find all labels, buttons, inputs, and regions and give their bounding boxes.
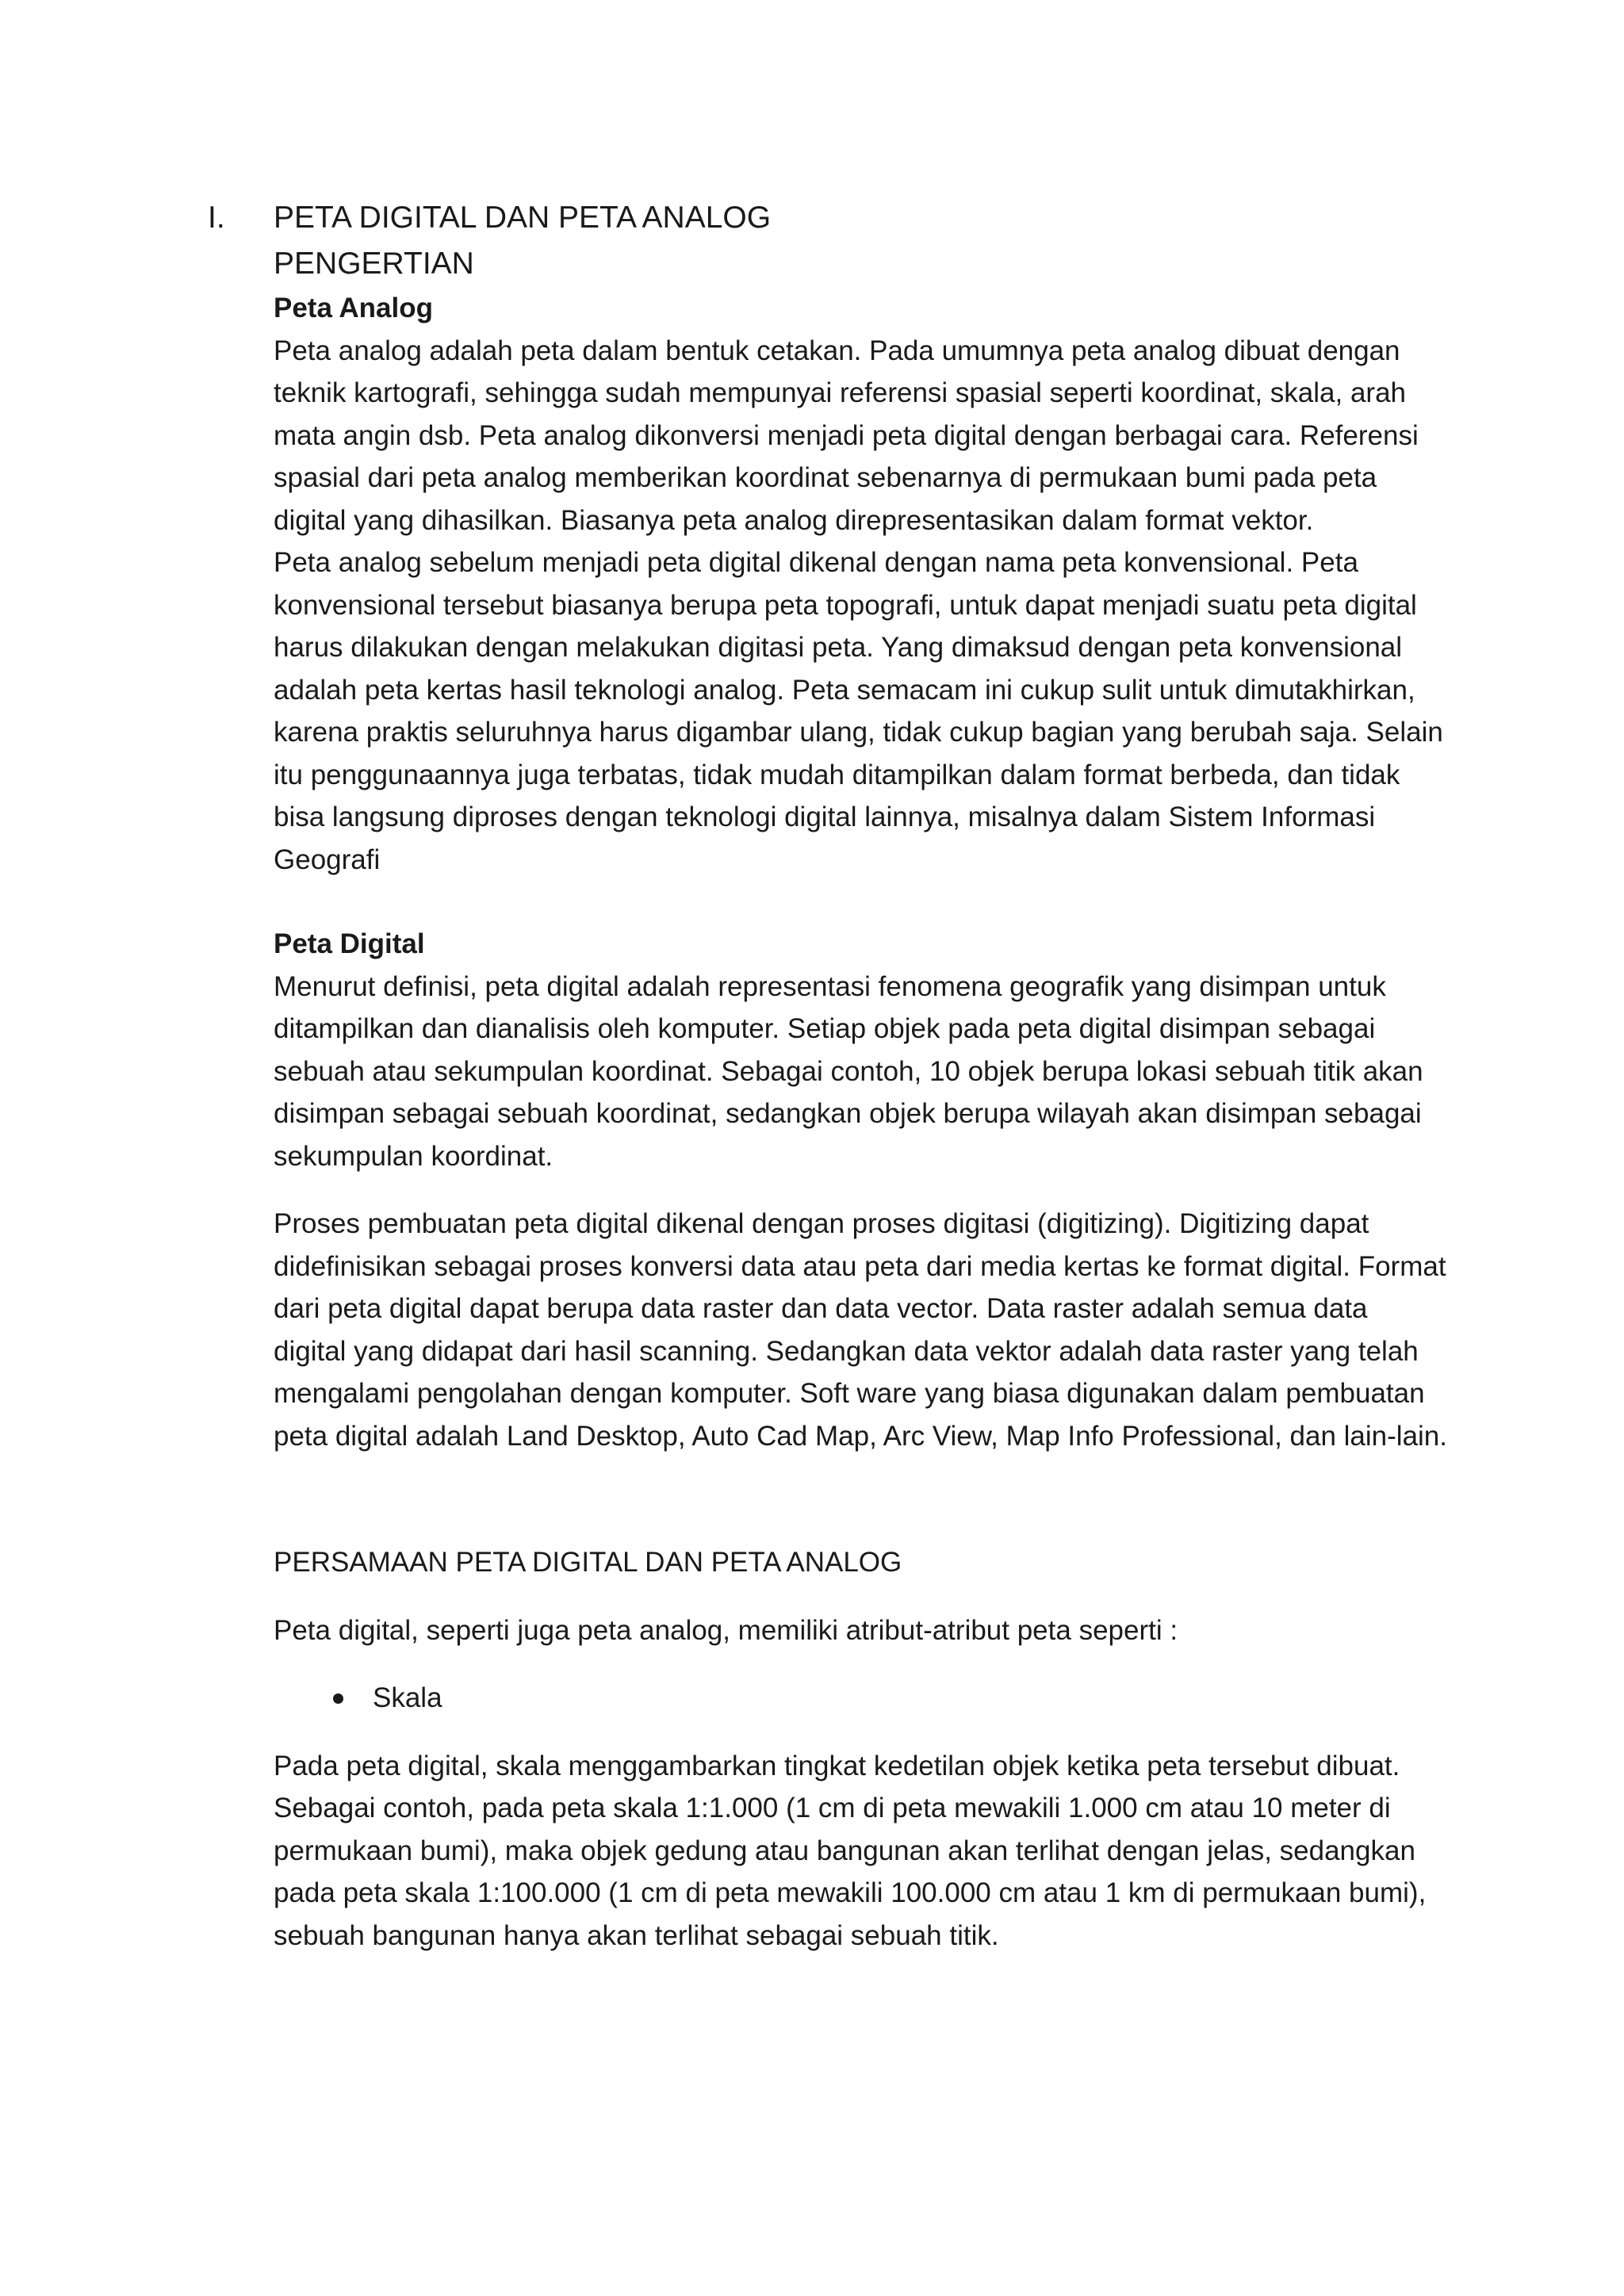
peta-analog-paragraph-1: Peta analog adalah peta dalam bentuk cetakan. Pada umumnya peta analog dibuat dengan teknik kartografi, sehingga sudah mempunyai referensi spasial seperti koordinat, skala, arah mata angin dsb. Peta analog dikonversi menjadi peta digital dengan berbagai cara. Referensi spasial dari peta analog memberikan koordinat sebenarnya di permukaan bumi pada peta digital yang dihasilkan. Biasanya peta analog direpresentasikan dalam format vektor.: [274, 335, 1419, 536]
peta-digital-paragraph-2: Proses pembuatan peta digital dikenal dengan proses digitasi (digitizing). Digitizing dapat didefinisikan sebagai proses konversi data atau peta dari media kertas ke format digital. Format dari peta digital dapat berupa data raster dan data vector. Data raster adalah semua data digital yang didapat dari hasil scanning. Sedangkan data vektor adalah data raster yang telah mengalami pengolahan dengan komputer. Soft ware yang biasa digunakan dalam pembuatan peta digital adalah Land Desktop, Auto Cad Map, Arc View, Map Info Professional, dan lain-lain.: [274, 1208, 1447, 1452]
peta-digital-title: Peta Digital: [274, 928, 425, 959]
peta-analog-title: Peta Analog: [274, 293, 433, 323]
peta-analog-paragraph-2: Peta analog sebelum menjadi peta digital dikenal dengan nama peta konvensional. Peta konvensional tersebut biasanya berupa peta topografi, untuk dapat menjadi suatu peta digital harus dilakukan dengan melakukan digitasi peta. Yang dimaksud dengan peta konvensional adalah peta kertas hasil teknologi analog. Peta semacam ini cukup sulit untuk dimutakhirkan, karena praktis seluruhnya harus digambar ulang, tidak cukup bagian yang berubah saja. Selain itu penggunaannya juga terbatas, tidak mudah ditampilkan dalam format berbeda, dan tidak bisa langsung diproses dengan teknologi digital lainnya, misalnya dalam Sistem Informasi Geografi: [274, 547, 1443, 875]
section-title: PETA DIGITAL DAN PETA ANALOG: [274, 201, 772, 235]
spacer: [274, 1720, 1447, 1745]
skala-paragraph: Pada peta digital, skala menggambarkan tingkat kedetilan objek ketika peta tersebut dibuat. Sebagai contoh, pada peta skala 1:1.000 (1 cm di peta mewakili 1.000 cm atau 10 meter di permukaan bumi), maka objek gedung atau bangunan akan terlihat dengan jelas, sedangkan pada peta skala 1:100.000 (1 cm di peta mewakili 100.000 cm atau 1 km di permukaan bumi), sebuah bangunan hanya akan terlihat sebagai sebuah titik.: [274, 1750, 1427, 1951]
subsection-title: PENGERTIAN: [274, 247, 474, 281]
persamaan-title: PERSAMAAN PETA DIGITAL DAN PETA ANALOG: [274, 1547, 902, 1578]
spacer: [274, 881, 1447, 923]
section-number: I.: [208, 201, 225, 235]
spacer: [274, 1584, 1447, 1609]
bullet-icon: [333, 1693, 343, 1704]
bullet-list-item: [274, 1677, 1447, 1720]
section-heading: [208, 195, 1447, 241]
spacer: [274, 1651, 1447, 1677]
persamaan-intro: Peta digital, seperti juga peta analog, memiliki atribut-atribut peta seperti :: [274, 1614, 1178, 1646]
document-body: [208, 195, 1447, 1957]
spacer: [274, 1457, 1447, 1541]
peta-digital-paragraph-1: Menurut definisi, peta digital adalah representasi fenomena geografik yang disimpan untuk ditampilkan dan dianalisis oleh komputer. Setiap objek pada peta digital disimpan sebagai sebuah atau sekumpulan koordinat. Sebagai contoh, 10 objek berupa lokasi sebuah titik akan disimpan sebagai sebuah koordinat, sedangkan objek berupa wilayah akan disimpan sebagai sekumpulan koordinat.: [274, 970, 1423, 1172]
spacer: [274, 1177, 1447, 1203]
bullet-label: Skala: [373, 1682, 442, 1713]
